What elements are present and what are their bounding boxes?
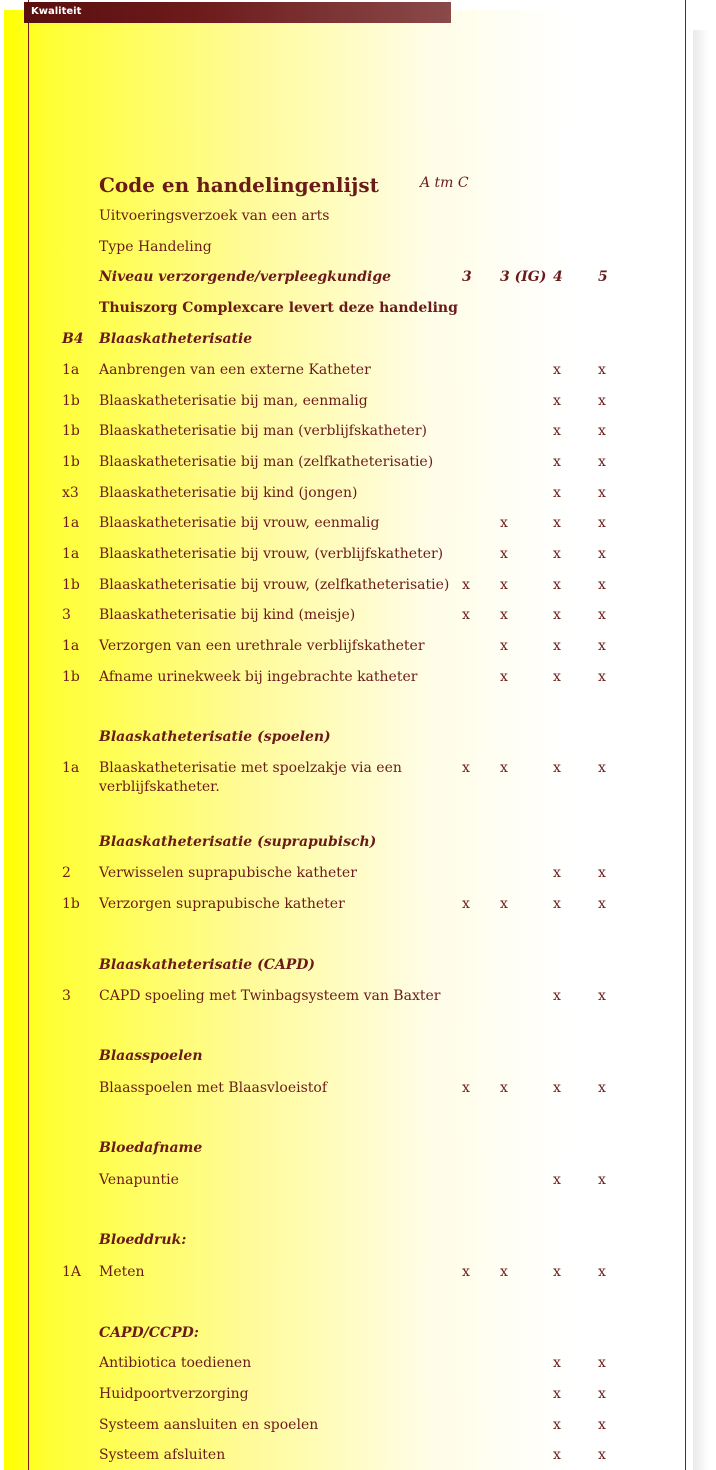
- row-code: 3: [62, 988, 71, 1004]
- row-code: 1a: [62, 546, 80, 562]
- column-header-4: 4: [553, 269, 563, 285]
- section-heading: Bloeddruk:: [99, 1232, 187, 1248]
- row-description: Meten: [99, 1264, 145, 1280]
- row-description: Blaasspoelen met Blaasvloeistof: [99, 1080, 328, 1096]
- row-mark-3: x: [462, 577, 470, 593]
- row-mark-4: x: [553, 362, 561, 378]
- row-mark-5: x: [598, 1172, 606, 1188]
- type-label: Type Handeling: [99, 239, 212, 255]
- row-description: Blaaskatheterisatie met spoelzakje via een: [99, 760, 402, 776]
- row-mark-4: x: [553, 1080, 561, 1096]
- row-mark-5: x: [598, 393, 606, 409]
- row-mark-3: x: [462, 1080, 470, 1096]
- section-heading: Blaaskatheterisatie: [99, 331, 253, 347]
- top-bar-label: Kwaliteit: [31, 6, 82, 17]
- row-mark-4: x: [553, 485, 561, 501]
- row-mark-3ig: x: [500, 896, 508, 912]
- row-mark-4: x: [553, 865, 561, 881]
- row-code: 1b: [62, 423, 80, 439]
- row-description: Systeem afsluiten: [99, 1447, 226, 1463]
- row-mark-5: x: [598, 988, 606, 1004]
- row-mark-5: x: [598, 485, 606, 501]
- row-mark-3ig: x: [500, 1080, 508, 1096]
- row-code: 1a: [62, 362, 80, 378]
- top-bar: [24, 2, 451, 23]
- row-description: Verzorgen van een urethrale verblijfskatheter: [99, 638, 425, 654]
- row-description-continued: verblijfskatheter.: [99, 779, 220, 795]
- row-mark-3ig: x: [500, 638, 508, 654]
- row-code: 1a: [62, 760, 80, 776]
- row-mark-5: x: [598, 1080, 606, 1096]
- row-mark-5: x: [598, 607, 606, 623]
- row-mark-5: x: [598, 638, 606, 654]
- row-code: 1a: [62, 515, 80, 531]
- row-mark-5: x: [598, 896, 606, 912]
- section-heading: Blaaskatheterisatie (CAPD): [99, 957, 316, 973]
- row-description: Systeem aansluiten en spoelen: [99, 1417, 319, 1433]
- row-description: Antibiotica toedienen: [99, 1355, 252, 1371]
- row-mark-4: x: [553, 669, 561, 685]
- row-code: 2: [62, 865, 71, 881]
- row-mark-3ig: x: [500, 515, 508, 531]
- row-description: Blaaskatheterisatie bij kind (meisje): [99, 607, 356, 623]
- page-shadow: [693, 30, 709, 1470]
- row-mark-3ig: x: [500, 760, 508, 776]
- row-mark-3: x: [462, 607, 470, 623]
- row-mark-4: x: [553, 515, 561, 531]
- section-heading: Bloedafname: [99, 1140, 203, 1156]
- row-mark-5: x: [598, 1447, 606, 1463]
- row-code: 1a: [62, 638, 80, 654]
- column-header-3ig: 3 (IG): [500, 269, 547, 285]
- row-code: x3: [62, 485, 79, 501]
- row-mark-4: x: [553, 393, 561, 409]
- row-code: 3: [62, 607, 71, 623]
- row-mark-4: x: [553, 638, 561, 654]
- row-mark-4: x: [553, 546, 561, 562]
- row-mark-3ig: x: [500, 607, 508, 623]
- row-mark-3ig: x: [500, 546, 508, 562]
- row-mark-3ig: x: [500, 577, 508, 593]
- row-description: CAPD spoeling met Twinbagsysteem van Baxter: [99, 988, 441, 1004]
- row-mark-4: x: [553, 454, 561, 470]
- range-label: A tm C: [420, 175, 469, 191]
- row-description: Blaaskatheterisatie bij vrouw, eenmalig: [99, 515, 380, 531]
- row-mark-3: x: [462, 1264, 470, 1280]
- section-heading: Blaasspoelen: [99, 1048, 203, 1064]
- row-mark-5: x: [598, 454, 606, 470]
- row-mark-4: x: [553, 760, 561, 776]
- column-header-3: 3: [462, 269, 472, 285]
- row-description: Blaaskatheterisatie bij man (verblijfskatheter): [99, 423, 427, 439]
- row-mark-4: x: [553, 423, 561, 439]
- row-mark-5: x: [598, 423, 606, 439]
- row-mark-3ig: x: [500, 669, 508, 685]
- section-code: B4: [62, 331, 84, 347]
- section-heading: Blaaskatheterisatie (spoelen): [99, 729, 331, 745]
- row-mark-4: x: [553, 1447, 561, 1463]
- row-mark-3: x: [462, 896, 470, 912]
- row-mark-4: x: [553, 1386, 561, 1402]
- row-mark-4: x: [553, 988, 561, 1004]
- row-mark-5: x: [598, 760, 606, 776]
- row-mark-4: x: [553, 607, 561, 623]
- row-description: Afname urinekweek bij ingebrachte katheter: [99, 669, 418, 685]
- row-description: Verzorgen suprapubische katheter: [99, 896, 345, 912]
- row-description: Venapuntie: [99, 1172, 179, 1188]
- row-mark-5: x: [598, 515, 606, 531]
- subtitle: Uitvoeringsverzoek van een arts: [99, 208, 330, 224]
- row-description: Blaaskatheterisatie bij man, eenmalig: [99, 393, 368, 409]
- row-mark-5: x: [598, 1355, 606, 1371]
- row-code: 1b: [62, 393, 80, 409]
- row-description: Huidpoortverzorging: [99, 1386, 249, 1402]
- row-mark-4: x: [553, 1355, 561, 1371]
- row-code: 1A: [62, 1264, 82, 1280]
- column-header-5: 5: [598, 269, 608, 285]
- row-code: 1b: [62, 669, 80, 685]
- row-mark-4: x: [553, 1172, 561, 1188]
- row-description: Verwisselen suprapubische katheter: [99, 865, 357, 881]
- row-mark-4: x: [553, 1264, 561, 1280]
- row-mark-4: x: [553, 1417, 561, 1433]
- row-description: Blaaskatheterisatie bij vrouw, (zelfkatheterisatie): [99, 577, 450, 593]
- levert-label: Thuiszorg Complexcare levert deze handeling: [99, 300, 458, 316]
- row-mark-5: x: [598, 362, 606, 378]
- row-code: 1b: [62, 896, 80, 912]
- row-mark-5: x: [598, 577, 606, 593]
- section-heading: Blaaskatheterisatie (suprapubisch): [99, 834, 377, 850]
- page-title: Code en handelingenlijst: [99, 173, 379, 197]
- row-mark-5: x: [598, 865, 606, 881]
- row-mark-3ig: x: [500, 1264, 508, 1280]
- row-description: Blaaskatheterisatie bij man (zelfkatheterisatie): [99, 454, 434, 470]
- row-mark-4: x: [553, 577, 561, 593]
- row-mark-5: x: [598, 1386, 606, 1402]
- section-heading: CAPD/CCPD:: [99, 1325, 199, 1341]
- row-mark-5: x: [598, 669, 606, 685]
- row-code: 1b: [62, 577, 80, 593]
- row-mark-5: x: [598, 546, 606, 562]
- row-mark-3: x: [462, 760, 470, 776]
- row-description: Blaaskatheterisatie bij vrouw, (verblijfskatheter): [99, 546, 444, 562]
- row-description: Blaaskatheterisatie bij kind (jongen): [99, 485, 358, 501]
- row-description: Aanbrengen van een externe Katheter: [99, 362, 371, 378]
- niveau-label: Niveau verzorgende/verpleegkundige: [99, 269, 392, 285]
- row-code: 1b: [62, 454, 80, 470]
- row-mark-4: x: [553, 896, 561, 912]
- row-mark-5: x: [598, 1264, 606, 1280]
- row-mark-5: x: [598, 1417, 606, 1433]
